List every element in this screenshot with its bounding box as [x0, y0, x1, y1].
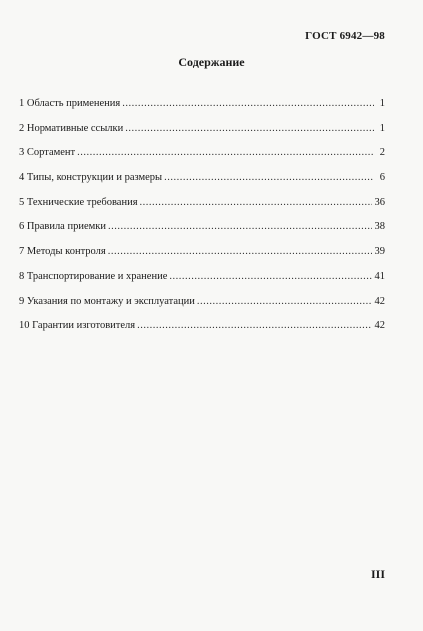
- toc-item: [19, 271, 385, 296]
- toc-item-label: 4 Типы, конструкции и размеры: [19, 172, 163, 184]
- table-of-contents: [19, 98, 385, 345]
- toc-item: [19, 296, 385, 321]
- toc-item-label: 6 Правила приемки: [19, 221, 106, 233]
- toc-leader-dots: [77, 147, 374, 158]
- toc-title: Содержание: [178, 55, 245, 69]
- toc-item: [19, 147, 385, 172]
- toc-leader-dots: [122, 98, 374, 109]
- toc-item-label: 2 Нормативные ссылки: [19, 122, 124, 134]
- toc-item-page: 1: [379, 122, 385, 134]
- toc-item-page: 36: [374, 196, 385, 208]
- toc-leader-dots: [140, 197, 372, 208]
- toc-leader-dots: [125, 123, 374, 134]
- toc-item-label: 8 Транспортирование и хранение: [19, 270, 168, 282]
- toc-leader-dots: [169, 271, 371, 282]
- toc-item-page: 42: [374, 295, 385, 307]
- toc-item: [19, 98, 385, 123]
- toc-item-label: 3 Сортамент: [19, 147, 76, 159]
- toc-item-label: 10 Гарантии изготовителя: [19, 320, 136, 332]
- toc-item: [19, 246, 385, 271]
- toc-item-page: 41: [374, 270, 385, 282]
- toc-item-label: 7 Методы контроля: [19, 246, 106, 258]
- toc-item: [19, 320, 385, 345]
- toc-leader-dots: [108, 246, 372, 257]
- toc-item-page: 2: [379, 147, 385, 159]
- toc-item-page: 6: [379, 172, 385, 184]
- toc-leader-dots: [137, 320, 371, 331]
- toc-leader-dots: [108, 221, 372, 232]
- page-number: III: [370, 567, 385, 581]
- toc-item: [19, 172, 385, 197]
- toc-item-label: 9 Указания по монтажу и эксплуатации: [19, 295, 195, 307]
- toc-leader-dots: [164, 172, 374, 183]
- toc-item-page: 1: [379, 98, 385, 109]
- document-code: ГОСТ 6942—98: [305, 30, 385, 42]
- toc-item-page: 38: [374, 221, 385, 233]
- toc-item: [19, 221, 385, 246]
- toc-item: [19, 197, 385, 222]
- toc-item-label: 5 Технические требования: [19, 196, 138, 208]
- toc-item-page: 42: [374, 320, 385, 332]
- toc-item: [19, 123, 385, 148]
- toc-item-label: 1 Область применения: [19, 98, 121, 109]
- toc-item-page: 39: [374, 246, 385, 258]
- toc-leader-dots: [197, 296, 372, 307]
